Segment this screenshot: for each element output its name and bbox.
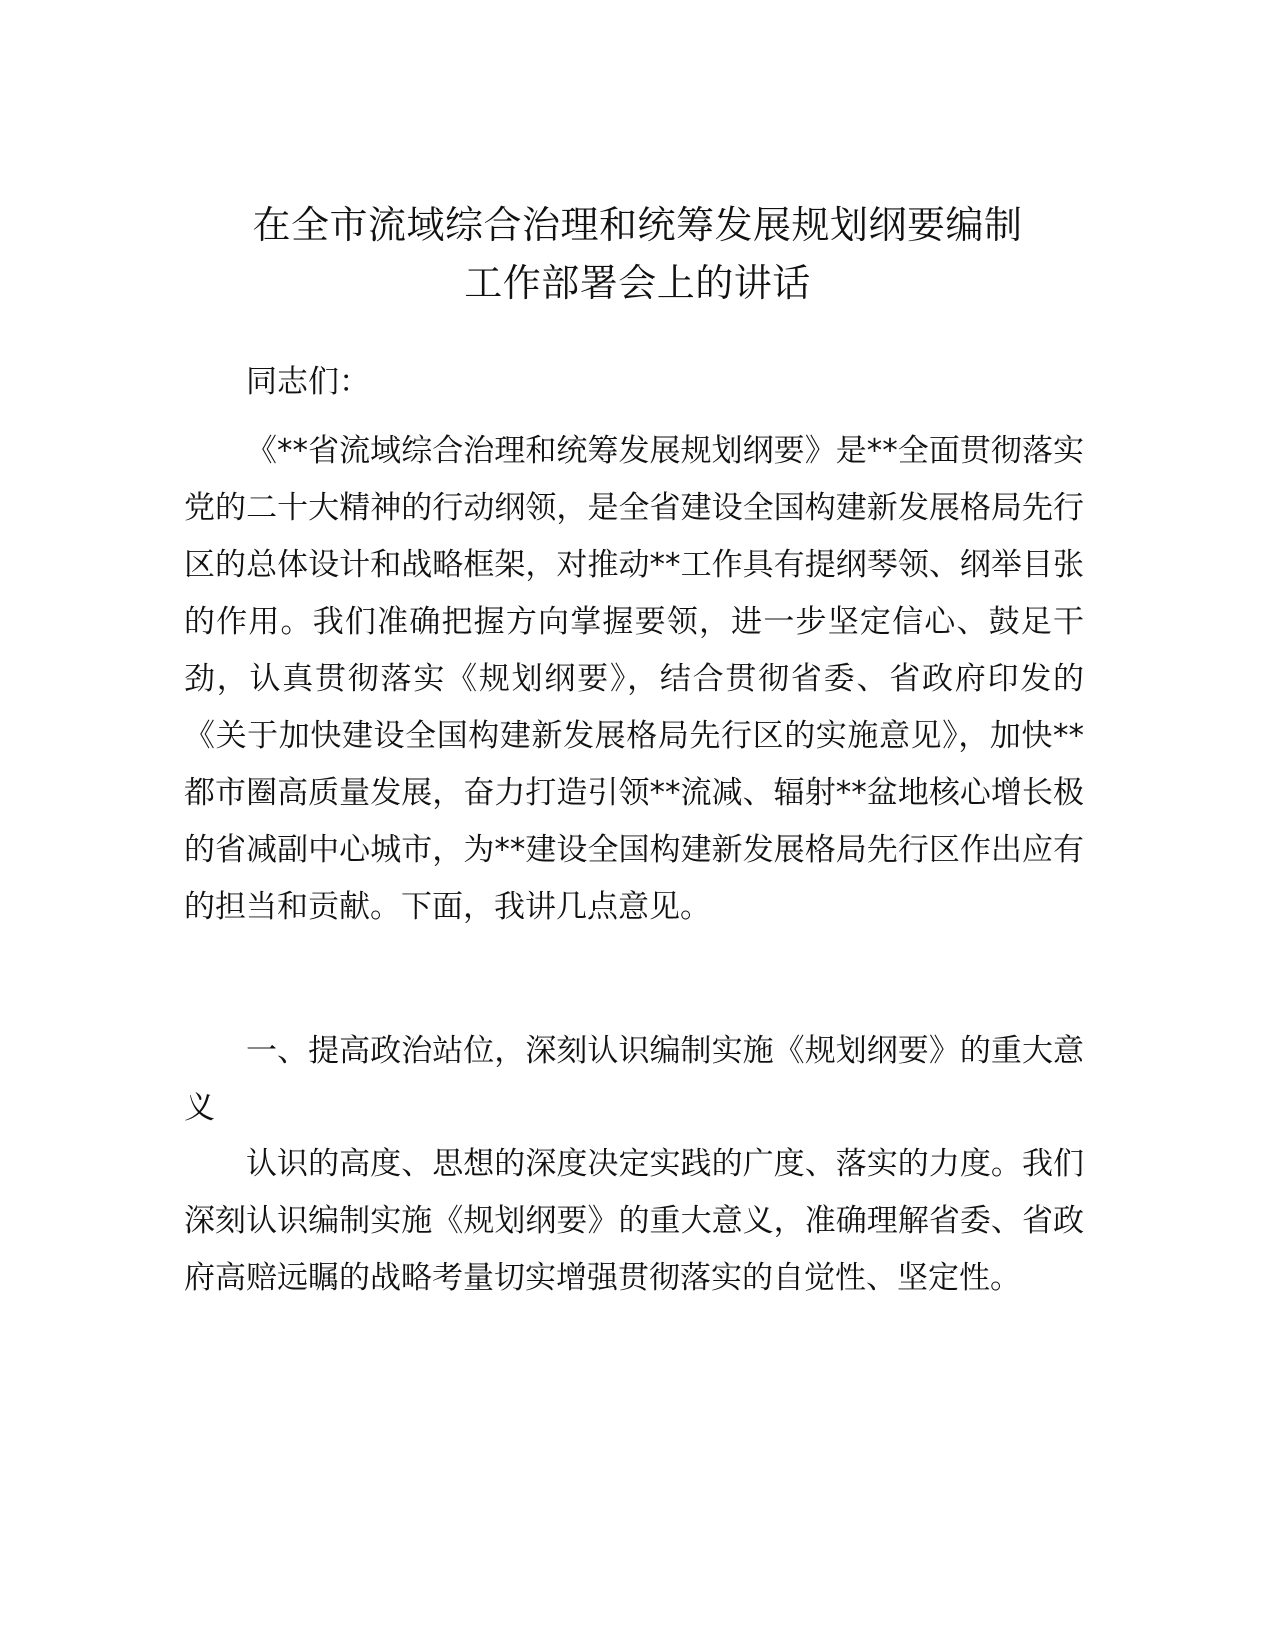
document-title <box>150 196 1125 312</box>
paragraph-1: 《**省流域综合治理和统筹发展规划纲要》是**全面贯彻落实党的二十大精神的行动纲领，是全省建设全国构建新发展格局先行区的总体设计和战略框架，对推动**工作具有提纲琴领、纲举目张的作用。我们准确把握方向掌握要领，进一步坚定信心、鼓足干劲，认真贯彻落实《规划纲要》，结合贯彻省委、省政府印发的《关于加快建设全国构建新发展格局先行区的实施意见》，加快**都市圈高质量发展，奋力打造引领**流减、辐射**盆地核心增长极的省减副中心城市，为**建设全国构建新发展格局先行区作出应有的担当和贡献。下面，我讲几点意见。 <box>184 433 1084 925</box>
paragraph-2-block <box>184 1136 1084 1307</box>
paragraph-2: 认识的高度、思想的深度决定实践的广度、落实的力度。我们深刻认识编制实施《规划纲要》的重大意义，准确理解省委、省政府高赔远瞩的战略考量切实增强贯彻落实的自觉性、坚定性。 <box>184 1146 1084 1296</box>
greeting: 同志们： <box>246 364 370 400</box>
title-line-2: 工作部署会上的讲话 <box>464 261 811 305</box>
paragraph-1-block <box>184 423 1084 936</box>
section-heading-1: 一、提高政治站位，深刻认识编制实施《规划纲要》的重大意义 <box>184 1033 1084 1126</box>
section-heading-1-block <box>184 1023 1084 1137</box>
greeting-block <box>184 354 1084 411</box>
title-line-1: 在全市流域综合治理和统筹发展规划纲要编制 <box>252 203 1023 247</box>
